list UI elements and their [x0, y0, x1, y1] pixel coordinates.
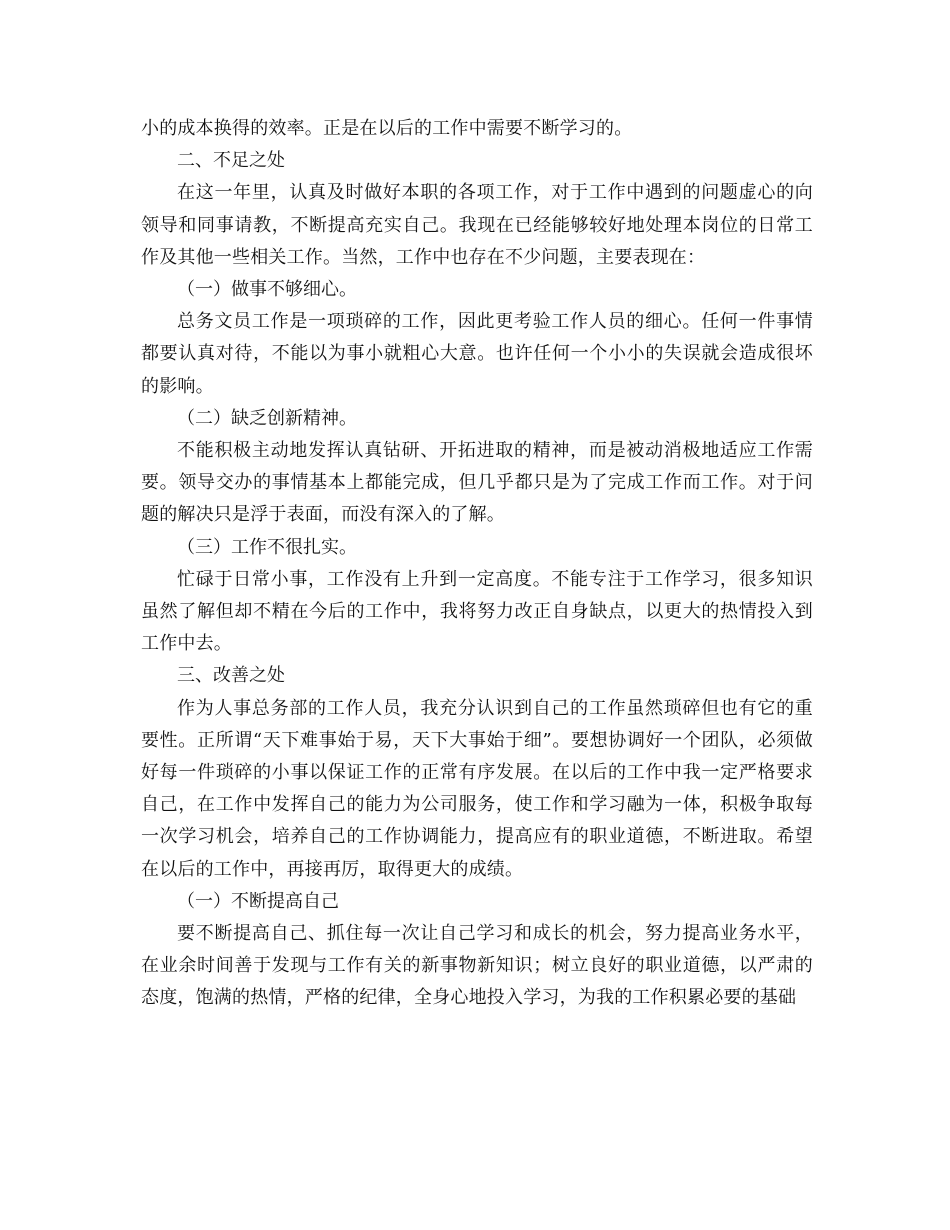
section-heading-improvements: 三、改善之处	[177, 665, 285, 687]
subheading-self-improvement: （一）不断提高自己	[177, 890, 339, 912]
section-heading-shortcomings: 二、不足之处	[177, 150, 285, 172]
paragraph-lack-innovation: 不能积极主动地发挥认真钻研、开拓进取的精神，而是被动消极地适应工作需要。领导交办的事情基本上都能完成，但几乎都只是为了完成工作而工作。对于问题的解决只是浮于表面，而没有深入的了解。	[141, 440, 813, 526]
document-body	[141, 113, 813, 1015]
subheading-not-careful: （一）做事不够细心。	[177, 279, 357, 301]
paragraph-self-improvement: 要不断提高自己、抓住每一次让自己学习和成长的机会，努力提高业务水平，在业余时间善于发现与工作有关的新事物新知识；树立良好的职业道德，以严肃的态度，饱满的热情，严格的纪律，全身心地投入学习，为我的工作积累必要的基础	[141, 923, 813, 1009]
paragraph-continuation: 小的成本换得的效率。正是在以后的工作中需要不断学习的。	[141, 118, 633, 139]
paragraph-not-solid: 忙碌于日常小事，工作没有上升到一定高度。不能专注于工作学习，很多知识虽然了解但却不精在今后的工作中，我将努力改正自身缺点，以更大的热情投入到工作中去。	[141, 568, 813, 655]
paragraph-not-careful: 总务文员工作是一项琐碎的工作，因此更考验工作人员的细心。任何一件事情都要认真对待，不能以为事小就粗心大意。也许任何一个小小的失误就会造成很坏的影响。	[141, 311, 813, 397]
subheading-not-solid: （三）工作不很扎实。	[177, 536, 357, 558]
paragraph-improvements: 作为人事总务部的工作人员，我充分认识到自己的工作虽然琐碎但也有它的重要性。正所谓“天下难事始于易，天下大事始于细”。要想协调好一个团队，必须做好每一件琐碎的小事以保证工作的正常有序发展。在以后的工作中我一定严格要求自己，在工作中发挥自己的能力为公司服务，使工作和学习融为一体，积极争取每一次学习机会，培养自己的工作协调能力，提高应有的职业道德，不断进取。希望在以后的工作中，再接再厉，取得更大的成绩。	[141, 697, 813, 880]
subheading-lack-innovation: （二）缺乏创新精神。	[177, 407, 357, 429]
paragraph-shortcomings-intro: 在这一年里，认真及时做好本职的各项工作，对于工作中遇到的问题虚心的向领导和同事请教，不断提高充实自己。我现在已经能够较好地处理本岗位的日常工作及其他一些相关工作。当然，工作中也存在不少问题，主要表现在：	[141, 182, 813, 268]
